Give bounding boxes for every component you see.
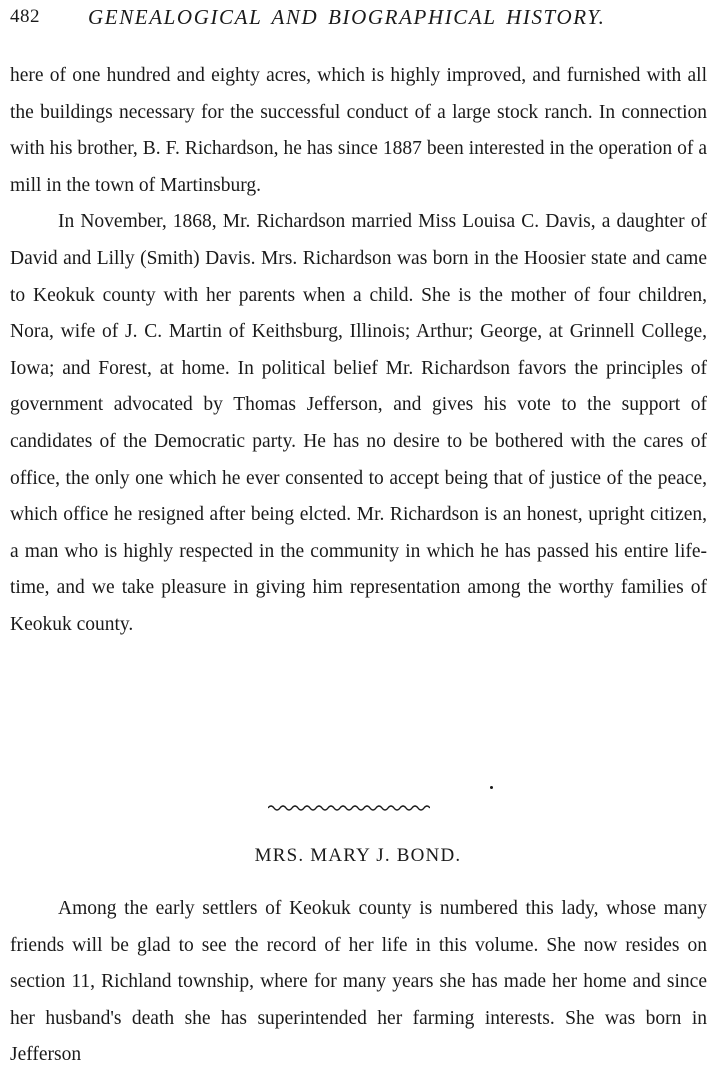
biography-bond [10,891,707,1074]
paragraph-marriage-family: In November, 1868, Mr. Richardson married Miss Louisa C. Davis, a daughter of David and Lilly (Smith) Davis. Mrs. Richardson was born in the Hoosier state and came to Keokuk county with her parents when a child. She is the mother of four children, Nora, wife of J. C. Martin of Keithsburg, Illinois; Arthur; George, at Grinnell College, Iowa; and Forest, at home. In political belief Mr. Richardson favors the principles of government advocated by Thomas Jefferson, and gives his vote to the support of candidates of the Democratic party. He has no desire to be bothered with the cares of office, the only one which he ever consented to accept being that of justice of the peace, which office he resigned after being elcted. Mr. Richardson is an honest, upright citizen, a man who is highly respected in the community in which he has passed his entire life-time, and we take pleasure in giving him representation among the worthy families of Keokuk county. [10,211,707,635]
paragraph-continuation: here of one hundred and eighty acres, which is highly improved, and furnished with all the buildings necessary for the successful conduct of a large stock ranch. In connection with his brother, B. F. Richardson, he has since 1887 been interested in the operation of a mill in the town of Martinsburg. [10,65,707,196]
running-head-title: GENEALOGICAL AND BIOGRAPHICAL HISTORY. [88,5,606,29]
page-number: 482 [10,6,40,27]
paragraph-bond-intro: Among the early settlers of Keokuk county is numbered this lady, whose many friends will be glad to see the record of her life in this volume. She now resides on section 11, Richland township, where for many years she has made her home and since her husband's death she has superintended her farming interests. She was born in Jefferson [10,898,707,1066]
wavy-divider [268,800,430,814]
stray-ink-dot [490,786,493,789]
biography-continuation [10,58,707,644]
running-head [10,6,706,32]
section-heading: MRS. MARY J. BOND. [254,845,462,866]
